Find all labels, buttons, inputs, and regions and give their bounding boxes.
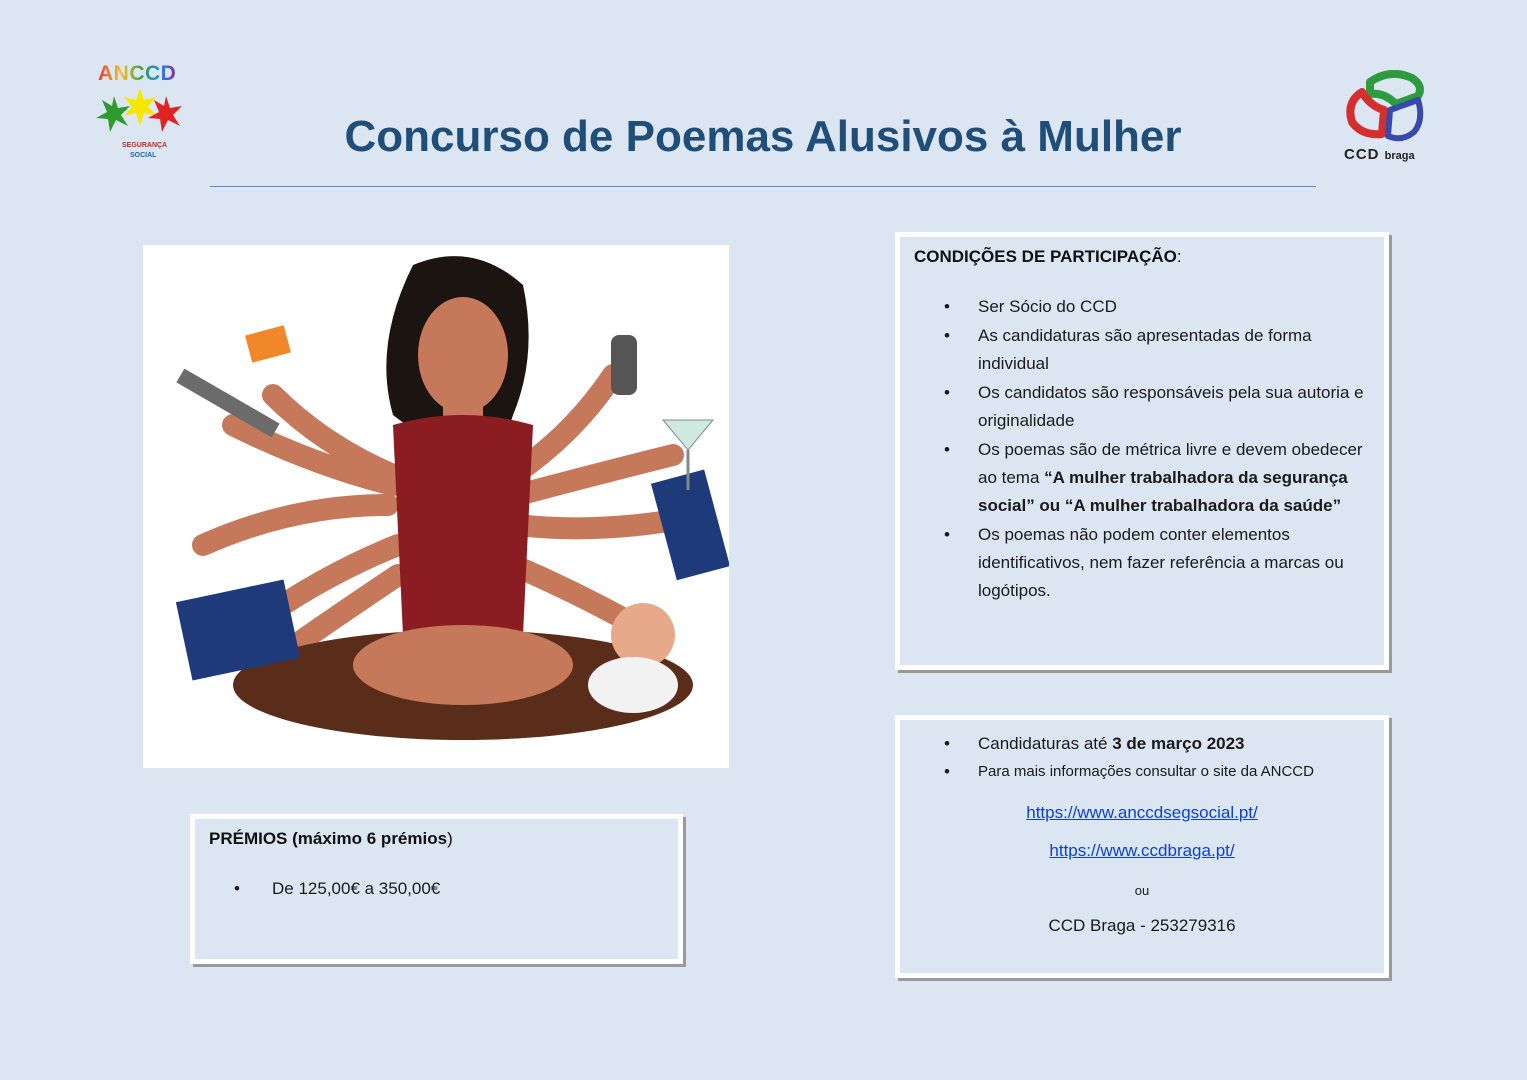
link-anccd-line xyxy=(914,803,1370,823)
conditions-heading: CONDIÇÕES DE PARTICIPAÇÃO: xyxy=(914,247,1182,266)
list-item: • Os candidatos são responsáveis pela sua autoria e originalidade xyxy=(914,379,1370,435)
anccd-logo xyxy=(96,62,186,172)
conditions-list xyxy=(914,293,1370,605)
ccd-braga-logo-text: CCD braga xyxy=(1344,146,1415,163)
anccd-logo-sub1: SEGURANÇA xyxy=(122,142,168,149)
conditions-box xyxy=(895,232,1389,670)
list-item: • Ser Sócio do CCD xyxy=(914,293,1370,321)
ccdbraga-website-link[interactable]: https://www.ccdbraga.pt/ xyxy=(1049,841,1235,860)
link-ccdbraga-line xyxy=(914,841,1370,861)
prizes-box xyxy=(190,814,683,964)
list-item: • De 125,00€ a 350,00€ xyxy=(209,875,664,903)
list-item: • Os poemas são de métrica livre e devem obedecer ao tema “A mulher trabalhadora da segurança social” ou “A mulher trabalhadora da saúde” xyxy=(914,436,1370,520)
anccd-website-link[interactable]: https://www.anccdsegsocial.pt/ xyxy=(1026,803,1258,822)
or-text: ou xyxy=(1134,883,1150,898)
contact-text: CCD Braga - 253279316 xyxy=(1048,916,1236,935)
ccd-cube-icon xyxy=(1340,70,1430,148)
multitasking-woman-illustration xyxy=(143,245,729,768)
list-item: • Os poemas não podem conter elementos identificativos, nem fazer referência a marcas ou logótipos. xyxy=(914,521,1370,605)
anccd-logo-text: ANCCD xyxy=(98,62,177,85)
prizes-heading: PRÉMIOS (máximo 6 prémios) xyxy=(209,829,453,848)
ccd-braga-logo xyxy=(1340,70,1440,170)
stars-icon xyxy=(96,88,186,148)
info-box xyxy=(895,715,1389,978)
info-list xyxy=(914,730,1370,785)
title-divider xyxy=(210,186,1316,187)
deadline-item: • Candidaturas até 3 de março 2023 xyxy=(914,730,1370,758)
list-item: • As candidaturas são apresentadas de forma individual xyxy=(914,322,1370,378)
prizes-list xyxy=(209,875,664,903)
more-info-item: • Para mais informações consultar o site da ANCCD xyxy=(914,759,1370,785)
anccd-logo-sub2: SOCIAL xyxy=(130,152,157,159)
page-title: Concurso de Poemas Alusivos à Mulher xyxy=(344,112,1182,161)
